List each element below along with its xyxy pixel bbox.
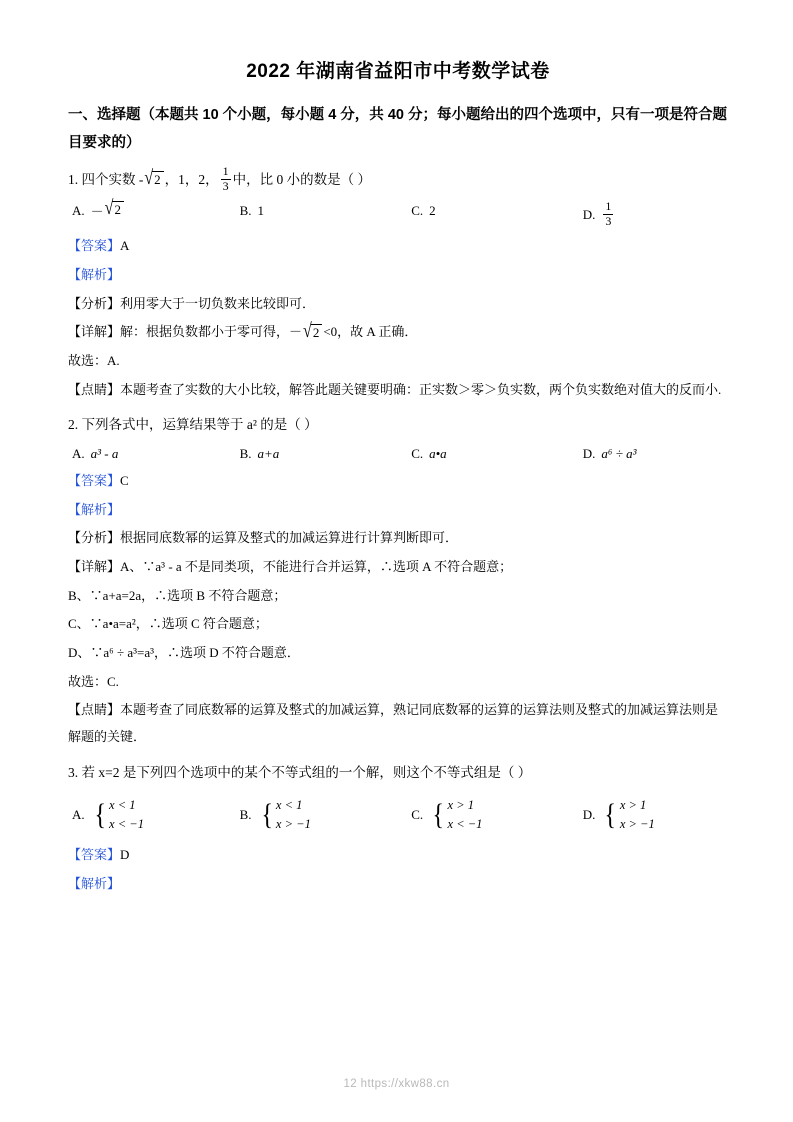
xiangjie-sqrt: 2 — [311, 324, 323, 341]
analysis-label: 【解析】 — [68, 501, 121, 517]
option-a-row-1: x < 1 — [109, 797, 136, 812]
option-c[interactable] — [411, 201, 583, 221]
option-c-label: C. — [411, 806, 424, 822]
question-2-line-2 — [68, 583, 728, 610]
option-a[interactable] — [68, 444, 240, 464]
question-1-dianjing — [68, 377, 728, 404]
brace-icon: { — [260, 798, 273, 832]
question-2-stem — [68, 411, 728, 438]
option-c-value: a•a — [429, 446, 447, 462]
question-2-answer — [68, 468, 728, 495]
question-1-analysis-label — [68, 262, 728, 289]
sqrt-icon: √ 2 — [303, 324, 322, 341]
fenxi-text: 利用零大于一切负数来比较即可． — [120, 295, 316, 311]
brace-icon: { — [432, 798, 445, 832]
option-b[interactable] — [240, 201, 412, 221]
section-heading: 一、选择题（本题共 10 个小题，每小题 4 分，共 40 分；每小题给出的四个选项中，只有一项是符合题目要求的） — [68, 107, 727, 152]
xiangjie-line-4: D、∵a⁶ ÷ a³=a³，∴选项 D 不符合题意． — [68, 645, 300, 661]
system-of-inequalities — [603, 796, 654, 835]
option-b-value: a+a — [257, 446, 280, 462]
q1-frac-den: 3 — [222, 178, 229, 193]
question-2-guxuan — [68, 669, 728, 696]
option-a-value: 2 — [112, 201, 124, 218]
option-d-row-2: x > −1 — [619, 816, 655, 831]
option-d[interactable] — [583, 796, 728, 835]
q1-stem-pre: 四个实数 - — [81, 171, 144, 187]
option-c-row-2: x < −1 — [447, 816, 483, 831]
brace-icon: { — [94, 798, 106, 832]
guxuan-label: 故选： — [68, 673, 108, 689]
fenxi-label: 【分析】 — [68, 295, 121, 311]
sqrt-icon: √ 2 — [105, 201, 124, 218]
fenxi-label: 【分析】 — [68, 530, 121, 546]
option-d-label: D. — [582, 446, 596, 462]
question-3-analysis-label — [68, 871, 728, 898]
option-a-row-2: x < −1 — [109, 816, 144, 831]
answer-label: 【答案】 — [68, 473, 121, 489]
option-a-sign: － — [90, 204, 104, 220]
xiangjie-pre: 解：根据负数都小于零可得，－ — [120, 324, 303, 340]
q1-stem-post: 中，比 0 小的数是（ ） — [232, 171, 372, 187]
option-d-num: 1 — [605, 198, 612, 213]
option-b-value: 1 — [257, 202, 265, 218]
system-of-inequalities — [260, 796, 311, 835]
option-a-label: A. — [72, 806, 85, 822]
question-1-xiangjie — [68, 319, 728, 346]
sqrt-icon: √ 2 — [144, 171, 163, 188]
option-b[interactable] — [240, 796, 412, 835]
q1-sqrt-body: 2 — [152, 171, 164, 188]
option-d-den: 3 — [605, 213, 612, 228]
option-b[interactable] — [240, 444, 412, 464]
question-1-options — [68, 197, 728, 230]
system-of-inequalities — [431, 796, 482, 835]
option-b-label: B. — [239, 806, 252, 822]
q1-number: 1. — [68, 171, 79, 187]
analysis-label: 【解析】 — [68, 875, 121, 891]
question-1-fenxi — [68, 291, 728, 318]
option-d[interactable] — [583, 444, 728, 464]
guxuan-value: C. — [107, 673, 119, 689]
option-a[interactable] — [68, 197, 240, 221]
q3-stem-text: 若 x=2 是下列四个选项中的某个不等式组的一个解，则这个不等式组是（ ） — [81, 764, 532, 780]
option-d-value: a⁶ ÷ a³ — [601, 446, 637, 462]
question-2-line-4 — [68, 640, 728, 667]
question-1-stem — [68, 166, 728, 195]
dianjing-text: 本题考查了同底数幂的运算及整式的加减运算，熟记同底数幂的运算的运算法则及整式的加减运算法则是解题的关键． — [68, 702, 719, 744]
q2-number: 2. — [68, 417, 79, 433]
option-a-label: A. — [72, 446, 85, 462]
question-2-fenxi — [68, 525, 728, 552]
dianjing-text: 本题考查了实数的大小比较，解答此题关键要明确：正实数＞零＞负实数，两个负实数绝对值大的反而小. — [120, 381, 722, 397]
answer-value: C — [120, 473, 129, 489]
q3-number: 3. — [68, 764, 79, 780]
option-c-label: C. — [411, 202, 424, 218]
xiangjie-line-3: C、∵a•a=a²，∴选项 C 符合题意； — [68, 616, 268, 632]
q2-stem-text: 下列各式中，运算结果等于 a² 的是（ ） — [81, 417, 318, 433]
option-b-label: B. — [239, 202, 252, 218]
option-a-value: a³ - a — [90, 446, 119, 462]
question-2-dianjing — [68, 697, 728, 750]
question-2-line-3 — [68, 611, 728, 638]
dianjing-label: 【点睛】 — [68, 381, 121, 397]
option-c-row-1: x > 1 — [447, 797, 474, 812]
option-c[interactable] — [411, 444, 583, 464]
page-title: 2022 年湖南省益阳市中考数学试卷 — [246, 61, 550, 82]
page-footer: 12 https://xkw88.cn — [343, 1078, 450, 1090]
guxuan-label: 故选： — [68, 352, 108, 368]
question-2-options — [68, 444, 728, 464]
option-d-label: D. — [582, 207, 596, 223]
option-d-row-1: x > 1 — [619, 797, 647, 812]
answer-label: 【答案】 — [68, 238, 121, 254]
xiangjie-line-1: A、∵a³ - a 不是同类项，不能进行合并运算，∴选项 A 不符合题意； — [120, 559, 513, 575]
xiangjie-label: 【详解】 — [68, 559, 121, 575]
fraction — [603, 200, 613, 229]
question-1-guxuan — [68, 348, 728, 375]
option-d[interactable] — [582, 198, 728, 230]
analysis-label: 【解析】 — [68, 266, 121, 282]
answer-label: 【答案】 — [68, 847, 121, 863]
document-body — [68, 56, 728, 900]
option-c[interactable] — [411, 796, 583, 835]
answer-value: D — [120, 847, 130, 863]
xiangjie-line-2: B、∵a+a=2a，∴选项 B 不符合题意； — [68, 587, 287, 603]
question-2-analysis-label — [68, 497, 728, 524]
option-b-row-1: x < 1 — [275, 797, 303, 812]
fenxi-text: 根据同底数幂的运算及整式的加减运算进行计算判断即可． — [120, 530, 459, 546]
xiangjie-label: 【详解】 — [68, 324, 121, 340]
question-3-stem — [68, 759, 728, 786]
question-3-options — [68, 796, 728, 835]
answer-value: A — [120, 238, 130, 254]
option-b-label: B. — [239, 446, 252, 462]
question-2-xiangjie — [68, 554, 728, 581]
fraction — [221, 165, 231, 194]
option-a-label: A. — [72, 202, 85, 218]
option-c-label: C. — [411, 446, 424, 462]
option-d-label: D. — [582, 806, 596, 822]
option-a[interactable] — [68, 796, 240, 835]
option-b-row-2: x > −1 — [275, 816, 311, 831]
dianjing-label: 【点睛】 — [68, 702, 121, 718]
question-1-answer — [68, 233, 728, 260]
option-c-value: 2 — [429, 202, 436, 218]
system-of-inequalities — [93, 796, 144, 835]
xiangjie-post: <0，故 A 正确． — [323, 324, 418, 340]
q1-frac-num: 1 — [222, 164, 229, 179]
guxuan-value: A. — [107, 352, 120, 368]
q1-stem-mid: ，1，2， — [164, 171, 219, 187]
brace-icon: { — [604, 798, 617, 832]
question-3-answer — [68, 842, 728, 869]
